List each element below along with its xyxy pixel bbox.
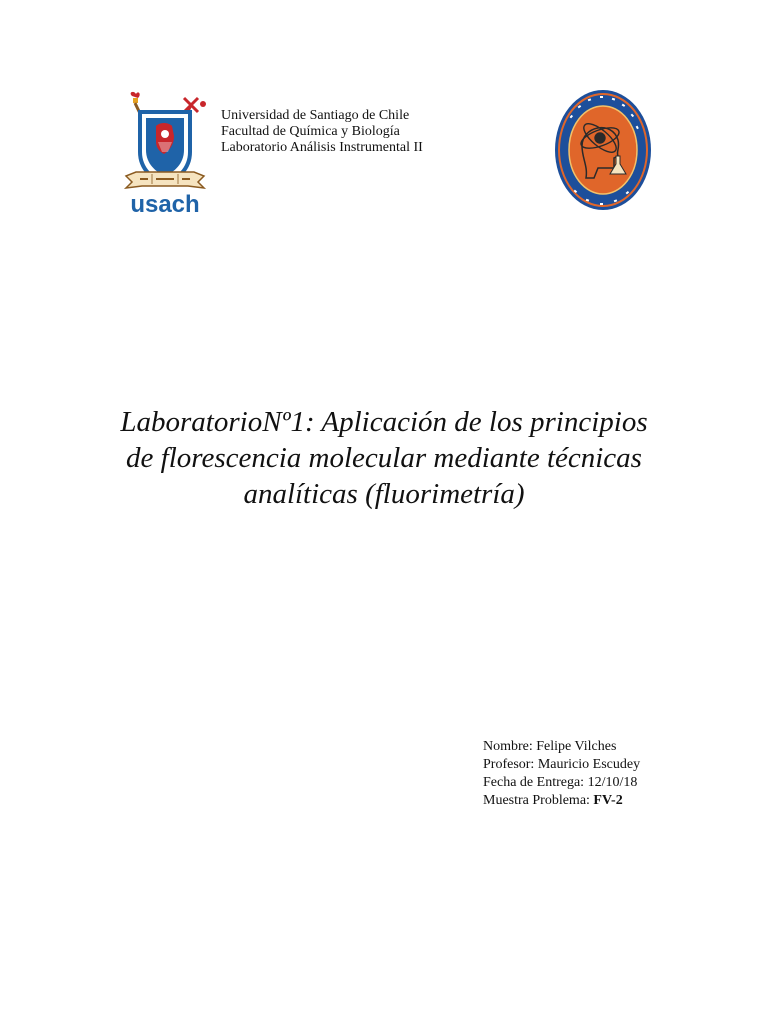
sample-row	[483, 792, 640, 810]
professor-label: Profesor:	[483, 757, 535, 772]
student-details	[483, 738, 640, 810]
professor-row	[483, 756, 640, 774]
title-line-3: analíticas (fluorimetría)	[243, 478, 525, 510]
name-value: Felipe Vilches	[536, 739, 617, 754]
name-row	[483, 738, 640, 756]
university-name: Universidad de Santiago de Chile	[221, 108, 410, 123]
faculty-seal	[552, 86, 654, 214]
usach-logo	[118, 90, 212, 218]
sample-value: FV-2	[593, 793, 623, 808]
institution-header	[221, 108, 423, 156]
date-value: 12/10/18	[587, 775, 638, 790]
motto-ribbon	[126, 172, 204, 188]
title-line-2: de florescencia molecular mediante técnicas	[126, 442, 642, 474]
sample-label: Muestra Problema:	[483, 793, 590, 808]
professor-value: Mauricio Escudey	[537, 757, 641, 772]
faculty-name: Facultad de Química y Biología	[221, 124, 400, 139]
name-label: Nombre:	[483, 739, 533, 754]
date-label: Fecha de Entrega:	[483, 775, 585, 790]
usach-wordmark: usach	[130, 191, 200, 218]
laboratory-name: Laboratorio Análisis Instrumental II	[221, 140, 423, 155]
title-line-1: LaboratorioNº1: Aplicación de los principios	[120, 406, 648, 438]
document-title	[84, 404, 684, 512]
date-row	[483, 774, 640, 792]
